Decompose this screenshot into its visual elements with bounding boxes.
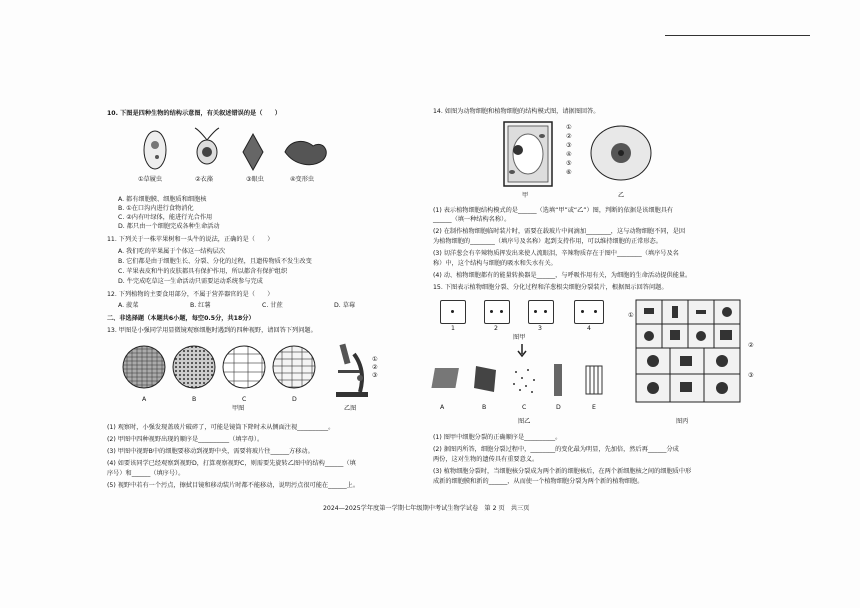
- q15-root-tip-figure: [636, 300, 746, 406]
- q15-sub-1: (1) 图甲中细胞分裂的正确顺序是__________。: [433, 434, 562, 441]
- q13-stem: 13. 甲图是小强同学用显微镜观察细胞时遇到的四种视野，请回答下列问题。: [107, 327, 317, 334]
- q14-sub-4: (4) 动、植物细胞都有的能量转换器是______，与呼吸作用有关，为细胞的生命活动提供能量。: [433, 272, 692, 279]
- q14-plant-cell-figure: [502, 120, 562, 190]
- q10-caption-1: ①草履虫: [138, 176, 163, 183]
- division-stage-1: [440, 300, 466, 324]
- q13-figure-yi-caption: 乙图: [344, 405, 357, 412]
- q15-stage-2: 2: [494, 325, 498, 332]
- q15-tissue-label-b: B: [482, 404, 487, 411]
- q10-caption-2: ②衣藻: [195, 176, 213, 183]
- q13-view-label-d: D: [292, 396, 297, 403]
- microscope-icon: [330, 340, 375, 400]
- q15-tissue-label-e: E: [592, 404, 596, 411]
- q13-sub-1: (1) 观察时，小强发现盖玻片破碎了，可能是镜筒下降时未从侧面注视__________。: [107, 424, 335, 431]
- q13-scope-mark-3: ③: [372, 372, 378, 379]
- q14-mark-3: ③: [566, 142, 572, 149]
- q15-sub-3b: 成新的细胞膜和新的______，从而使一个植物细胞分裂为两个新的植物细胞。: [433, 478, 644, 485]
- q14-mark-2: ②: [566, 133, 572, 140]
- q14-sub-1b: ______（填一种结构名称）。: [433, 216, 511, 223]
- q15-bing-mark-3: ③: [748, 372, 754, 379]
- q13-sub-4b: 序号）和______（填序号）。: [107, 470, 185, 477]
- q10-caption-3: ③眼虫: [246, 176, 264, 183]
- q14-animal-cell-figure: [590, 124, 652, 182]
- q14-mark-1: ①: [566, 124, 572, 131]
- q14-label-jia: 甲: [522, 192, 529, 199]
- q13-microscope-views: [122, 345, 322, 395]
- q13-figure-jia-caption: 甲图: [232, 405, 245, 412]
- q15-sub-3: (3) 植物细胞分裂时，当细胞核分裂成为两个新的细胞核后，在两个新细胞核之间的细胞质中形: [433, 468, 692, 475]
- q13-sub-4: (4) 如要该同学已经观察到视野D，打算观察视野C，则需要先旋转乙图中的结构______（填: [107, 460, 356, 467]
- down-arrow-icon: [517, 344, 527, 358]
- header-rule: [665, 35, 810, 36]
- q15-figure-jia-caption: 图甲: [513, 334, 526, 341]
- q11-option-d: D. 牛完成吃草这一生命活动只需要运动系统参与完成: [118, 278, 263, 285]
- q14-stem: 14. 如图为动物细胞和植物细胞的结构模式图，请据图回答。: [433, 108, 600, 115]
- q15-tissue-label-a: A: [440, 404, 445, 411]
- q15-stage-4: 4: [587, 325, 591, 332]
- q12-option-d: D. 草莓: [334, 302, 356, 309]
- q11-option-a: A. 我们吃的苹果属于个体这一结构层次: [118, 248, 226, 255]
- division-stage-3: [528, 300, 554, 324]
- q14-label-yi: 乙: [618, 192, 625, 199]
- q10-stem: 10. 下图是四种生物的结构示意图，有关叙述错误的是（ ）: [107, 110, 281, 117]
- q15-figure-yi-caption: 图乙: [518, 418, 531, 425]
- q12-option-b: B. 红薯: [190, 302, 211, 309]
- q15-sub-2: (2) 据图丙所答，细胞分裂过程中，________的变化最为明显，先加倍，然后再______分成: [433, 446, 679, 453]
- q10-option-d: D. 都只由一个细胞完成各种生命活动: [118, 223, 220, 230]
- page-footer: 2024—2025学年度第一学期七年级期中考试生物学试卷 第 2 页 共三页: [323, 505, 530, 512]
- q13-sub-5: (5) 视野中若有一个污点，擦拭目镜和移动装片时都不能移动，说明污点很可能在______上。: [107, 482, 360, 489]
- q14-sub-3: (3) 切洋葱会有辛辣物质挥发出来使人流眼泪，辛辣物质存在于图中________（填序号及名: [433, 250, 679, 257]
- division-stage-4: [574, 300, 604, 324]
- q13-view-label-c: C: [242, 396, 247, 403]
- q11-stem: 11. 下列关于一株苹果树和一头牛的说法，正确的是（ ）: [107, 236, 274, 243]
- q15-tissue-label-c: C: [522, 404, 527, 411]
- q10-organism-figure: [135, 130, 375, 180]
- q15-bing-mark-1: ①: [628, 312, 634, 319]
- q13-sub-3: (3) 甲图中视野B中的细胞要移动到视野中央，需要将玻片往______方移动。: [107, 448, 314, 455]
- q15-tissue-figure: [436, 362, 616, 402]
- q12-option-c: C. 甘蔗: [262, 302, 283, 309]
- q14-sub-2: (2) 在制作植物细胞临时装片时，需要在载玻片中间滴加________，这与动物细胞不同，是因: [433, 228, 686, 235]
- q15-stem: 15. 下图表示植物细胞分裂、分化过程和洋葱根尖细胞分裂装片，根据图示回答问题。: [433, 284, 668, 291]
- q10-option-c: C. ②内有叶绿体，能进行光合作用: [118, 214, 213, 221]
- q12-option-a: A. 菠菜: [118, 302, 139, 309]
- q15-stage-1: 1: [451, 325, 455, 332]
- q10-caption-4: ④变形虫: [290, 176, 315, 183]
- q11-option-c: C. 苹果表皮和牛的皮肤都具有保护作用，所以都含有保护组织: [118, 268, 288, 275]
- q15-tissue-label-d: D: [556, 404, 561, 411]
- section-2-heading: 二、非选择题（本题共6小题，每空0.5分，共18分）: [107, 315, 255, 322]
- division-stage-2: [484, 300, 510, 324]
- q15-figure-bing-caption: 图丙: [676, 418, 689, 425]
- q14-sub-2b: 为植物细胞的________（填序号及名称）起到支持作用，可以维持细胞的正常形态。: [433, 238, 662, 245]
- q13-scope-mark-2: ②: [372, 364, 378, 371]
- q13-view-label-b: B: [192, 396, 197, 403]
- q14-sub-3b: 称）中，这个结构与细胞的吸水和失水有关。: [433, 260, 557, 267]
- q15-sub-2b: 两份，这对生物的遗传具有重要意义。: [433, 456, 539, 463]
- q15-stage-3: 3: [538, 325, 542, 332]
- q10-option-a: A. 都有细胞膜、细胞质和细胞核: [118, 196, 207, 203]
- q10-option-b: B. ①在口沟内进行食物消化: [118, 205, 194, 212]
- q11-option-b: B. 它们都是由于细胞生长、分裂、分化的过程，且遗传物质不发生改变: [118, 258, 312, 265]
- q14-mark-5: ⑤: [566, 160, 572, 167]
- q13-view-label-a: A: [142, 396, 147, 403]
- q14-sub-1: (1) 表示植物细胞结构模式的是______（选填“甲”或“乙”）图，判断的依据是该细胞具有: [433, 207, 674, 214]
- q13-sub-2: (2) 甲图中四种视野出现的顺序是__________（填字母）。: [107, 436, 264, 443]
- q13-scope-mark-1: ①: [372, 356, 378, 363]
- q15-bing-mark-2: ②: [748, 342, 754, 349]
- q14-mark-4: ④: [566, 151, 572, 158]
- q12-stem: 12. 下列植物的主要食用部分，不属于营养器官的是（ ）: [107, 291, 274, 298]
- q14-mark-6: ⑥: [566, 169, 572, 176]
